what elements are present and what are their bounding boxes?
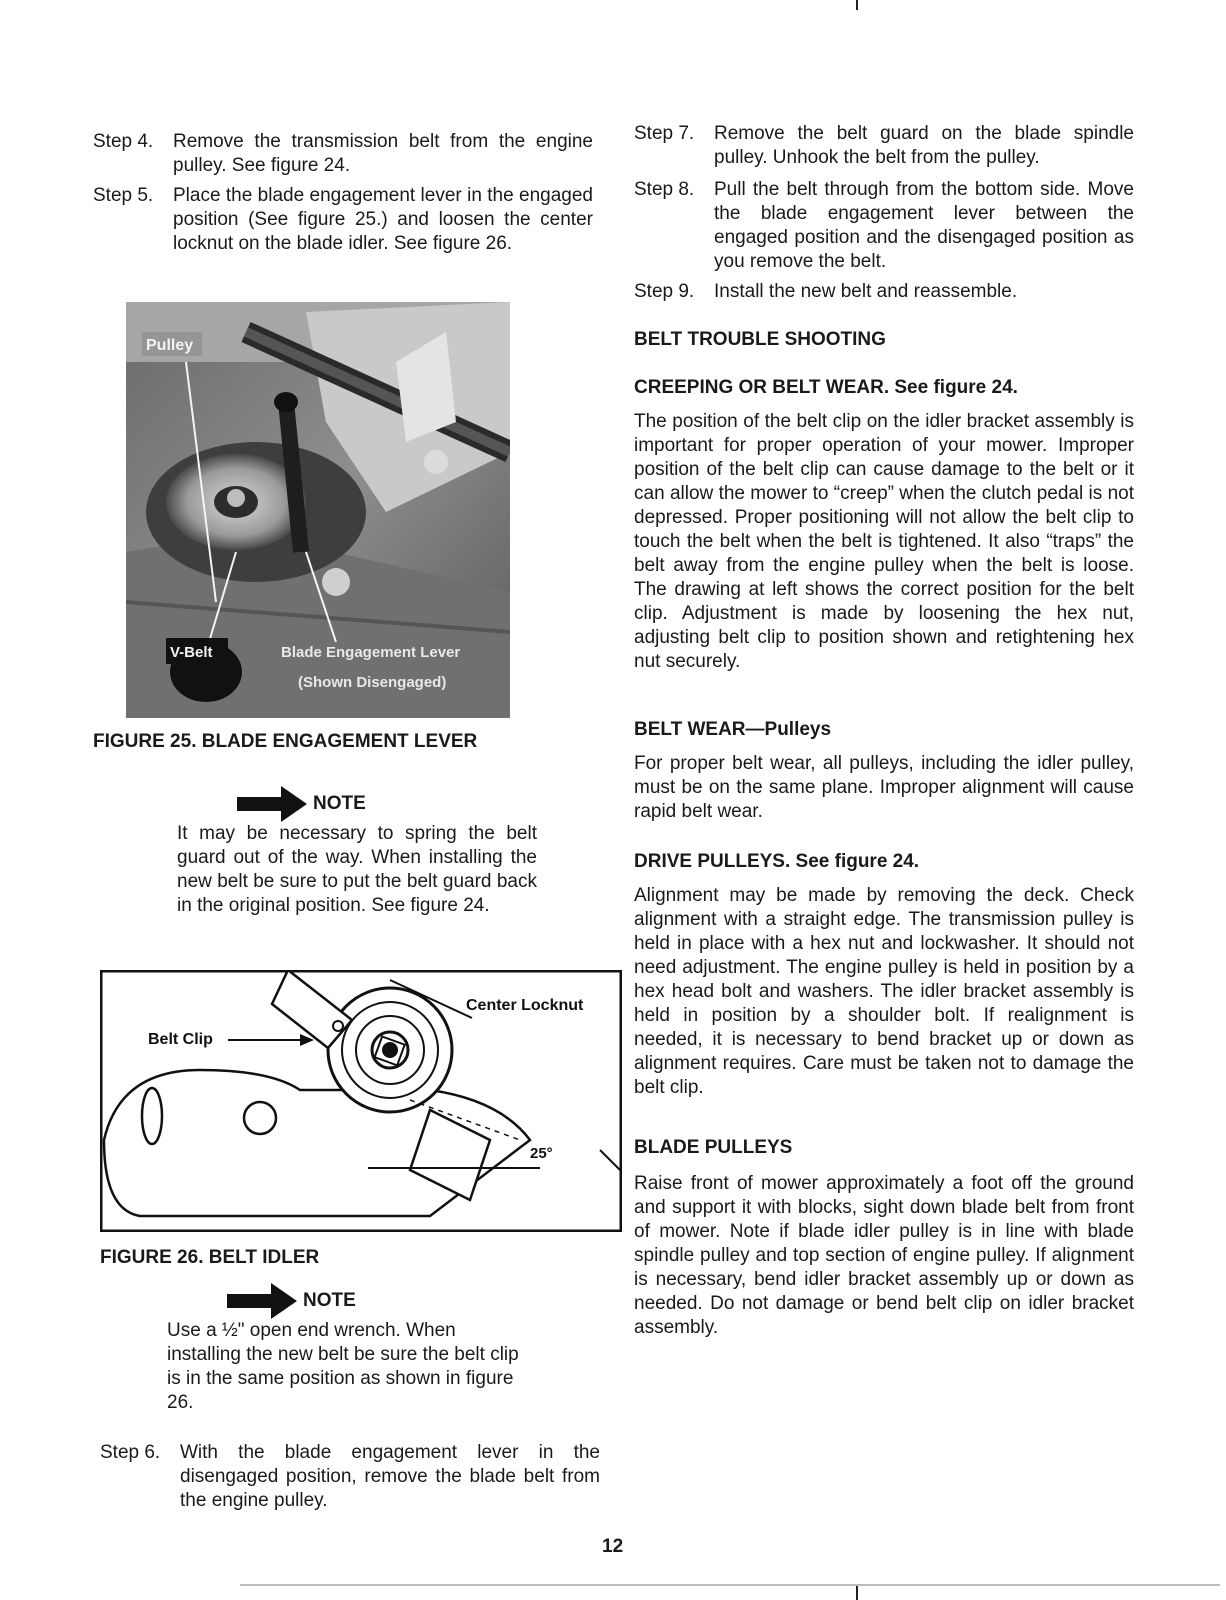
step-text: With the blade engagement lever in the disengaged position, remove the blade belt from the engine pulley.: [180, 1442, 600, 1511]
figure-25-photo: [126, 302, 510, 718]
section-heading-blade-pulleys: BLADE PULLEYS: [634, 1137, 793, 1158]
belt-wear-text: For proper belt wear, all pulleys, including the idler pulley, must be on the same plane. Improper alignment will cause rapid belt wear.: [634, 753, 1134, 822]
step-label: Step 9.: [634, 281, 695, 302]
note-1: [177, 786, 537, 918]
note-heading: [237, 786, 537, 822]
step-5: [93, 184, 593, 256]
step-label: Step 8.: [634, 179, 695, 200]
step-8: [634, 178, 1134, 274]
diagram-label-belt-clip: Belt Clip: [148, 1031, 213, 1048]
note-title: NOTE: [303, 1290, 356, 1311]
diagram-label-center-locknut: Center Locknut: [466, 997, 584, 1014]
note-heading: [227, 1283, 527, 1319]
figure-25-caption: FIGURE 25. BLADE ENGAGEMENT LEVER: [93, 731, 478, 752]
left-steps-top: [93, 130, 593, 256]
step-text: Place the blade engagement lever in the engaged position (See figure 25.) and loosen the center locknut on the blade idler. See figure 26.: [173, 185, 593, 254]
page-number: 12: [602, 1536, 624, 1557]
top-edge-mark: [856, 0, 858, 10]
photo-label-lever-1: Blade Engagement Lever: [281, 644, 461, 661]
note-title: NOTE: [313, 793, 366, 814]
step-6: [100, 1441, 600, 1513]
drive-pulleys-text: Alignment may be made by removing the deck. Check alignment with a straight edge. The transmission pulley is held in place with a hex nut and lockwasher. It should not need adjustment. The engine pulley is held in position by a hex head bolt and washers. The idler bracket assembly is held in position by a shoulder bolt. If realignment is needed, it is necessary to bend bracket up or down as alignment requires. Care must be taken not to damage the belt clip.: [634, 885, 1134, 1098]
note-2: [167, 1283, 527, 1415]
arrow-right-icon: [237, 786, 307, 822]
figure-26-caption: FIGURE 26. BELT IDLER: [100, 1247, 320, 1268]
step-label: Step 5.: [93, 185, 154, 206]
note-text: Use a ½" open end wrench. When installing the new belt be sure the belt clip is in the same position as shown in figure 26.: [167, 1320, 519, 1413]
note-text: It may be necessary to spring the belt guard out of the way. When installing the new belt be sure to put the belt guard back in the original position. See figure 24.: [177, 823, 537, 916]
section-heading-belt-trouble: BELT TROUBLE SHOOTING: [634, 329, 886, 350]
blade-pulleys-text: Raise front of mower approximately a foot off the ground and support it with blocks, sight down blade belt from front of mower. Note if blade idler pulley is in line with blade spindle pulley and top section of engine pulley. If alignment is necessary, bend idler bracket assembly up or down as needed. Do not damage or bend belt clip on idler bracket assembly.: [634, 1173, 1134, 1338]
section-heading-belt-wear: BELT WEAR—Pulleys: [634, 719, 832, 740]
step-9: [634, 280, 1134, 304]
photo-label-pulley: Pulley: [146, 337, 194, 354]
step-text: Pull the belt through from the bottom side. Move the blade engagement lever between the engaged position and the disengaged position as you remove the belt.: [714, 179, 1134, 272]
step-text: Remove the belt guard on the blade spindle pulley. Unhook the belt from the pulley.: [714, 123, 1134, 168]
right-column: [634, 122, 1134, 1340]
step-label: Step 4.: [93, 131, 154, 152]
diagram-label-angle: 25°: [530, 1145, 553, 1162]
step-text: Remove the transmission belt from the engine pulley. See figure 24.: [173, 131, 593, 176]
section-heading-creeping: CREEPING OR BELT WEAR. See figure 24.: [634, 377, 1018, 398]
figure-26-diagram: [100, 970, 622, 1232]
arrow-right-icon: [227, 1283, 297, 1319]
step-label: Step 7.: [634, 123, 695, 144]
step-label: Step 6.: [100, 1442, 161, 1463]
step-7: [634, 122, 1134, 170]
bottom-rule: [240, 1584, 1220, 1586]
creeping-text: The position of the belt clip on the idler bracket assembly is important for proper operation of your mower. Improper position of the belt clip can cause damage to the belt or it can allow the mower to “creep” when the clutch pedal is not depressed. Proper positioning will not allow the belt clip to touch the belt when the belt is tightened. It also “traps” the belt away from the engine pulley when the belt is loose. The drawing at left shows the correct position for the belt clip. Adjustment is made by loosening the hex nut, adjusting belt clip to position shown and retightening hex nut securely.: [634, 411, 1134, 672]
bottom-edge-mark: [856, 1586, 858, 1600]
photo-label-vbelt: V-Belt: [170, 644, 213, 661]
photo-label-lever-2: (Shown Disengaged): [298, 674, 447, 691]
step-text: Install the new belt and reassemble.: [714, 281, 1018, 302]
section-heading-drive-pulleys: DRIVE PULLEYS. See figure 24.: [634, 851, 920, 872]
step-4: [93, 130, 593, 178]
